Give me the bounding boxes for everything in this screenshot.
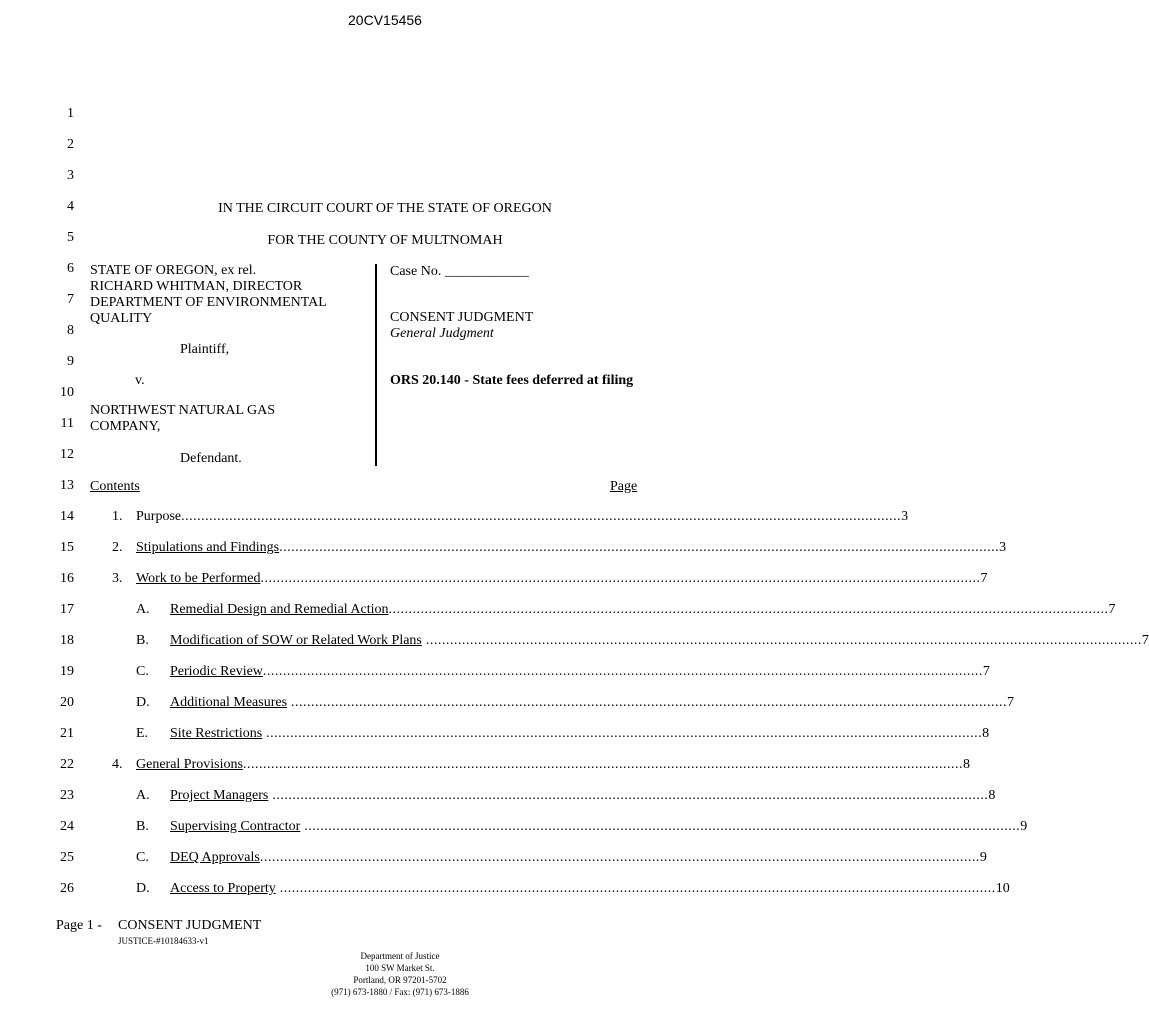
toc-leader: .................................................................................................................................................................................... <box>181 509 902 524</box>
toc-entry[interactable] <box>136 664 990 680</box>
toc-entry[interactable] <box>112 571 988 587</box>
line-number: 3 <box>67 168 74 183</box>
toc-entry[interactable] <box>112 509 909 525</box>
toc-number: D. <box>136 695 150 710</box>
toc-page: 7 <box>982 664 990 679</box>
line-number: 8 <box>67 323 74 338</box>
line-number: 15 <box>60 540 74 555</box>
caption-divider <box>375 264 377 466</box>
toc-leader: ................................................................................................................................................................................... <box>275 881 996 896</box>
case-no-field: Case No. ____________ <box>390 264 529 279</box>
toc-leader: .................................................................................................................................................................................... <box>262 664 983 679</box>
line-number: 26 <box>60 881 74 896</box>
toc-page: 7 <box>1007 695 1015 710</box>
toc-title[interactable]: Access to Property <box>170 881 276 896</box>
toc-page: 7 <box>1141 633 1149 648</box>
toc-leader: .................................................................................................................................................................................... <box>279 540 1000 555</box>
toc-page: 9 <box>1020 819 1028 834</box>
toc-page: 7 <box>980 571 988 586</box>
toc-entry[interactable] <box>112 757 970 773</box>
toc-page: 10 <box>995 881 1010 896</box>
line-number: 18 <box>60 633 74 648</box>
page-heading: Page <box>610 479 638 494</box>
toc-entry[interactable] <box>136 695 1015 711</box>
plaintiff-line: STATE OF OREGON, ex rel. <box>90 263 257 278</box>
defendant-block <box>90 403 275 435</box>
toc-number: B. <box>136 819 149 834</box>
line-number: 23 <box>60 788 74 803</box>
document-subtitle: General Judgment <box>390 326 494 341</box>
toc-number: A. <box>136 788 150 803</box>
toc-title[interactable]: Remedial Design and Remedial Action <box>170 602 389 617</box>
toc-leader: ................................................................................................................................................................................... <box>268 788 989 803</box>
toc-entry[interactable] <box>112 540 1007 556</box>
toc-number: 1. <box>112 509 123 524</box>
toc-title[interactable]: Periodic Review <box>170 664 263 679</box>
line-number: 10 <box>60 385 74 400</box>
footer-document-id: JUSTICE-#10184633-v1 <box>118 936 209 946</box>
toc-entry[interactable] <box>136 881 1010 897</box>
toc-number: C. <box>136 664 149 679</box>
line-number: 9 <box>67 354 74 369</box>
plaintiff-line: DEPARTMENT OF ENVIRONMENTAL <box>90 295 327 310</box>
toc-page: 8 <box>982 726 990 741</box>
plaintiff-line: QUALITY <box>90 311 153 326</box>
line-number: 6 <box>67 261 74 276</box>
toc-leader: ................................................................................................................................................................................... <box>287 695 1008 710</box>
footer-page-label: Page 1 - <box>56 918 102 933</box>
defendant-line: COMPANY, <box>90 419 161 434</box>
defendant-line: NORTHWEST NATURAL GAS <box>90 403 276 418</box>
plaintiff-role: Plaintiff, <box>180 342 230 357</box>
document-title: CONSENT JUDGMENT <box>390 310 534 325</box>
department-line: 100 SW Market St. <box>365 963 435 973</box>
line-number: 25 <box>60 850 74 865</box>
line-number: 2 <box>67 137 74 152</box>
footer-document-name: CONSENT JUDGMENT <box>118 918 262 933</box>
toc-title[interactable]: Modification of SOW or Related Work Plans <box>170 633 422 648</box>
toc-number: A. <box>136 602 150 617</box>
toc-entry[interactable] <box>136 850 987 866</box>
versus: v. <box>135 373 145 388</box>
toc-page: 8 <box>962 757 970 772</box>
department-line: (971) 673-1880 / Fax: (971) 673-1886 <box>331 987 469 997</box>
toc-title[interactable]: Supervising Contractor <box>170 819 301 834</box>
department-line: Department of Justice <box>360 951 440 961</box>
line-number: 22 <box>60 757 74 772</box>
toc-entry[interactable] <box>136 726 990 742</box>
toc-title[interactable]: General Provisions <box>136 757 243 772</box>
court-name: IN THE CIRCUIT COURT OF THE STATE OF OREGON <box>218 201 552 216</box>
toc-page: 8 <box>988 788 996 803</box>
toc-title[interactable]: Stipulations and Findings <box>136 540 280 555</box>
toc-number: 2. <box>112 540 123 555</box>
line-number: 5 <box>67 230 74 245</box>
toc-entry[interactable] <box>136 788 996 804</box>
toc-title[interactable]: Purpose <box>136 509 182 524</box>
toc-entry[interactable] <box>136 819 1028 835</box>
line-number: 1 <box>67 106 74 121</box>
court-county: FOR THE COUNTY OF MULTNOMAH <box>267 233 503 248</box>
toc-number: C. <box>136 850 149 865</box>
plaintiff-line: RICHARD WHITMAN, DIRECTOR <box>90 279 303 294</box>
toc-title[interactable]: Site Restrictions <box>170 726 263 741</box>
toc-title[interactable]: Work to be Performed <box>136 571 261 586</box>
toc-number: 3. <box>112 571 123 586</box>
defendant-role: Defendant. <box>180 451 242 466</box>
toc-leader: .................................................................................................................................................................................... <box>242 757 963 772</box>
toc-title[interactable]: DEQ Approvals <box>170 850 260 865</box>
toc-title[interactable]: Project Managers <box>170 788 269 803</box>
line-number: 24 <box>60 819 74 834</box>
toc-leader: ................................................................................................................................................................................... <box>421 633 1142 648</box>
contents-heading: Contents <box>90 479 140 494</box>
footer-department-address <box>300 950 500 998</box>
toc-title[interactable]: Additional Measures <box>170 695 288 710</box>
toc-leader: ................................................................................................................................................................................... <box>300 819 1021 834</box>
plaintiff-block <box>90 263 327 327</box>
line-number: 20 <box>60 695 74 710</box>
toc-number: B. <box>136 633 149 648</box>
case-number-header: 20CV15456 <box>348 12 422 28</box>
toc-page: 7 <box>1108 602 1116 617</box>
toc-page: 3 <box>901 509 909 524</box>
fees-note: ORS 20.140 - State fees deferred at filing <box>390 373 634 388</box>
line-number: 21 <box>60 726 74 741</box>
line-number: 12 <box>60 447 74 462</box>
line-number: 14 <box>60 509 74 524</box>
toc-leader: ................................................................................................................................................................................... <box>262 726 983 741</box>
line-number: 13 <box>60 478 74 493</box>
line-number: 17 <box>60 602 74 617</box>
toc-leader: .................................................................................................................................................................................... <box>388 602 1109 617</box>
department-line: Portland, OR 97201-5702 <box>353 975 447 985</box>
toc-entry[interactable] <box>136 602 1116 618</box>
toc-number: 4. <box>112 757 123 772</box>
toc-leader: .................................................................................................................................................................................... <box>260 571 981 586</box>
toc-entry[interactable] <box>136 633 1149 649</box>
toc-leader: .................................................................................................................................................................................... <box>259 850 980 865</box>
toc-page: 3 <box>999 540 1007 555</box>
line-number: 4 <box>67 199 74 214</box>
toc-number: D. <box>136 881 150 896</box>
line-number: 19 <box>60 664 74 679</box>
line-number: 11 <box>60 416 74 431</box>
line-number: 7 <box>67 292 74 307</box>
line-number: 16 <box>60 571 74 586</box>
toc-page: 9 <box>979 850 987 865</box>
toc-number: E. <box>136 726 149 741</box>
